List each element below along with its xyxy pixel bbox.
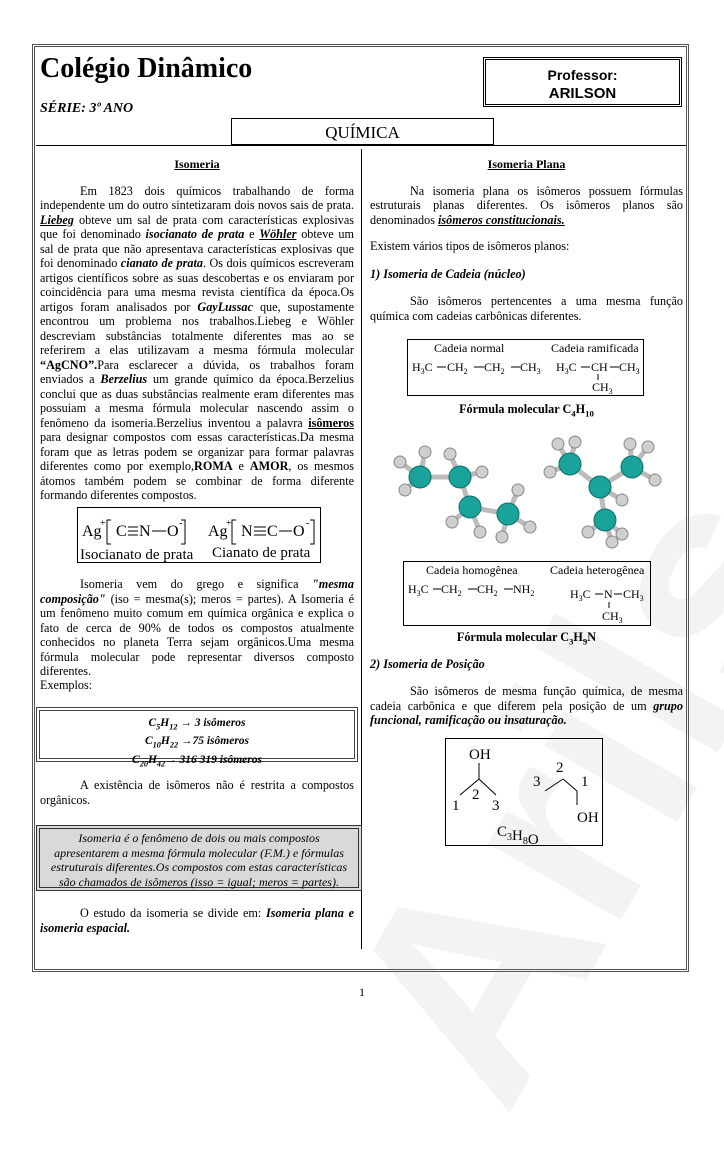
examples-label: Exemplos: (40, 678, 93, 692)
hydrogen-atom (524, 521, 536, 533)
page-number: 1 (359, 985, 365, 999)
carbon-atom (594, 509, 616, 531)
types-paragraph: Existem vários tipos de isômeros planos: (370, 239, 570, 253)
right-heading: Isomeria Plana (487, 157, 566, 171)
isomeria-paragraph: Isomeria vem do grego e significa "mesma composição" (iso = mesma(s); meros = partes). A Isomeria é um fenômeno muito comum em química orgânica e explica o fato de cerca de 90% de todos os compostos atualmente conhecidos no planeta Terra sejam orgânicos.Uma mesma fórmula molecular pode representar diversos composto diferentes. (40, 577, 354, 678)
minus-1: - (179, 518, 183, 529)
cadeia-ramificada-label: Cadeia ramificada (551, 341, 639, 355)
left-column (40, 157, 354, 503)
isocianato-label: Isocianato de prata (80, 547, 194, 563)
right-column (370, 157, 683, 323)
bracket-left-2 (232, 520, 236, 544)
hydrogen-atom (606, 536, 618, 548)
section-posicao: 2) Isomeria de Posição (370, 657, 485, 671)
cadeia-normal-label: Cadeia normal (434, 341, 505, 355)
hydrogen-atom (399, 484, 411, 496)
division-paragraph: O estudo da isomeria se divide em: Isomeria plana e isomeria espacial. (40, 906, 354, 935)
hydrogen-atom (642, 441, 654, 453)
propylamine-c3: $CH_2$ (477, 582, 498, 598)
isobutane-c1: $H_3C$ (556, 360, 577, 376)
cadeia-paragraph: São isômeros pertencentes a uma mesma função química com cadeias carbônicas diferentes. (370, 294, 683, 323)
professor-label: Professor: (547, 67, 618, 83)
isobutane-c3: $CH_3$ (619, 360, 640, 376)
num-3b: 3 (533, 774, 541, 790)
hydrogen-atom (512, 484, 524, 496)
example-row: $C_5H_{12} \to 3$ isômeros (148, 717, 246, 732)
num-1b: 1 (581, 774, 589, 790)
header-divider (36, 145, 686, 146)
trimethylamine-n: N (604, 587, 613, 601)
salt-structures-box (77, 507, 321, 563)
propanol-svg (446, 739, 604, 847)
trimethylamine-c2: $CH_3$ (623, 587, 644, 603)
hydrogen-atom (394, 456, 406, 468)
trimethylamine-c1: $H_3C$ (570, 587, 591, 603)
serie-label: SÉRIE: 3º ANO (40, 101, 134, 116)
carbon-atom (589, 476, 611, 498)
num-2a: 2 (472, 787, 480, 803)
carbon-atom (559, 453, 581, 475)
hydrogen-atom (444, 448, 456, 460)
carbon-atom (621, 456, 643, 478)
hydrogen-atom (419, 446, 431, 458)
num-1a: 1 (452, 798, 460, 814)
butane-c4: $CH_3$ (520, 360, 541, 376)
hydrogen-atom (476, 466, 488, 478)
section-cadeia: 1) Isomeria de Cadeia (núcleo) (370, 266, 526, 281)
butane-c2: $CH_2$ (447, 360, 468, 376)
molecule-models (390, 432, 680, 552)
carbon-atom (409, 466, 431, 488)
ag-1: Ag (82, 523, 102, 540)
history-paragraph: Em 1823 dois químicos trabalhando de forma independente um do outro sintetizaram dois novos sais de prata. Liebeg obteve um sal de prata com características explosivas que foi denominado isocianato de prata e Wöhler obteve um sal de prata que não apresentava características explosivas que foi denominado cianato de prata. Os dois químicos escreveram artigos científicos sobre as suas descobertas e os enviaram por coincidência para uma mesma revista científica da época.Os artigos foram analisados por GayLussac que, supostamente encontrou um problema nos trabalhos.Liebeg e Wöhler descreviam substâncias totalmente diferentes mas ao se referirem a elas utilizavam a mesma fórmula molecular “AgCNO”.Para esclarecer a dúvida, os trabalhos foram enviados a Berzelius um grande químico da época.Berzelius conclui que as duas substâncias realmente eram diferentes mas possuiam a mesma fórmula molecular nascendo assim o fenômeno da isomeria.Berzelius inventou a palavra isômeros para designar compostos com essas características.Da mesma foram que as letras podem se organizar para formar palavras diferentes como por exemplo,ROMA e AMOR, os mesmos átomos também podem se combinar de forma diferente formando diferentes compostos. (40, 183, 354, 502)
professor-box (483, 57, 682, 107)
hydrogen-atom (544, 466, 556, 478)
plana-paragraph: Na isomeria plana os isômeros possuem fórmulas estruturais planas diferentes. Os isômeros planos são denominados isômeros constitucionais. (370, 183, 683, 227)
ag-2: Ag (208, 523, 228, 540)
hydrogen-atom (616, 528, 628, 540)
oh-label-1: OH (469, 747, 491, 763)
propanol-formula: $C_3H_8O$ (497, 824, 539, 847)
isobutane-c2: CH (591, 360, 608, 374)
school-title: Colégio Dinâmico (40, 53, 253, 84)
minus-2: - (306, 518, 310, 529)
propylamine-c2: $CH_2$ (441, 582, 462, 598)
num-3a: 3 (492, 798, 500, 814)
carbon-atom (459, 496, 481, 518)
examples-box (36, 707, 358, 768)
isobutane-c4: $CH_3$ (592, 380, 613, 396)
c4h10-svg (408, 340, 645, 397)
plus-1: + (100, 518, 106, 529)
c3h9n-svg (404, 562, 652, 627)
hydrogen-atom (649, 474, 661, 486)
c4h10-box (407, 339, 644, 396)
propanol-box (445, 738, 603, 846)
cadeia-homogenea-label: Cadeia homogênea (426, 563, 518, 577)
carbon-atom (497, 503, 519, 525)
hydrogen-atom (624, 438, 636, 450)
bracket-right-2 (310, 520, 314, 544)
bond-b (479, 779, 496, 795)
num-2b: 2 (556, 760, 564, 776)
hydrogen-atom (474, 526, 486, 538)
example-formula: $C_{10}H_{22}$ (144, 735, 179, 750)
hydrogen-atom (582, 526, 594, 538)
subject-box: QUÍMICA (231, 118, 494, 145)
c4h10-caption: Fórmula molecular $C_4H_{10}$ (459, 402, 594, 419)
c-atom-1: C (116, 523, 127, 540)
cianato-label: Cianato de prata (212, 545, 311, 561)
trimethylamine-c3: $CH_3$ (602, 609, 623, 625)
bond-d (563, 779, 577, 791)
c-atom-2: C (267, 523, 278, 540)
hydrogen-atom (552, 438, 564, 450)
organic-paragraph: A existência de isômeros não é restrita a compostos orgânicos. (40, 778, 354, 807)
professor-name: ARILSON (548, 85, 617, 102)
butane-c1: $H_3C$ (412, 360, 433, 376)
c3h9n-caption: Fórmula molecular $C_3H_9N$ (456, 630, 597, 647)
oh-label-2: OH (577, 810, 599, 826)
cadeia-heterogenea-label: Cadeia heterogênea (550, 563, 645, 577)
carbon-atom (449, 466, 471, 488)
isobutane-model (544, 436, 661, 548)
o-atom-1: O (167, 523, 179, 540)
hydrogen-atom (446, 516, 458, 528)
salt-structures-svg (78, 508, 322, 564)
example-formula: $C_5H_{12}$ (148, 717, 178, 732)
o-atom-2: O (293, 523, 305, 540)
hydrogen-atom (569, 436, 581, 448)
n-atom-2: N (241, 523, 253, 540)
n-atom-1: N (139, 523, 151, 540)
example-row: $C_{20}H_{42}\to 316$ 319 isômeros (132, 753, 262, 768)
bond-c (545, 779, 563, 791)
example-formula: $C_{20}H_{42}$ (132, 753, 166, 768)
hydrogen-atom (496, 531, 508, 543)
bracket-left-1 (107, 520, 111, 544)
plus-2: + (226, 518, 232, 529)
butane-c3: $CH_2$ (484, 360, 505, 376)
posicao-paragraph: São isômeros de mesma função química, de mesma cadeia carbônica e que diferem pela posição de um grupo funcional, ramificação ou insaturação. (370, 684, 683, 727)
definition-box: Isomeria é o fenômeno de dois ou mais compostos apresentarem a mesma fórmula molecular (F.M.) e fórmulas estruturais diferentes.Os compostos com estas características são chamados de isômeros (isso = igual; meros = partes). (36, 825, 362, 891)
left-heading: Isomeria (174, 157, 220, 171)
hydrogen-atom (616, 494, 628, 506)
example-row: $C_{10}H_{22} \to 75$ isômeros (144, 735, 250, 750)
propylamine-c1: $H_3C$ (408, 582, 429, 598)
propylamine-n: $NH_2$ (513, 582, 535, 598)
butane-model (394, 446, 536, 543)
c3h9n-box (403, 561, 651, 626)
